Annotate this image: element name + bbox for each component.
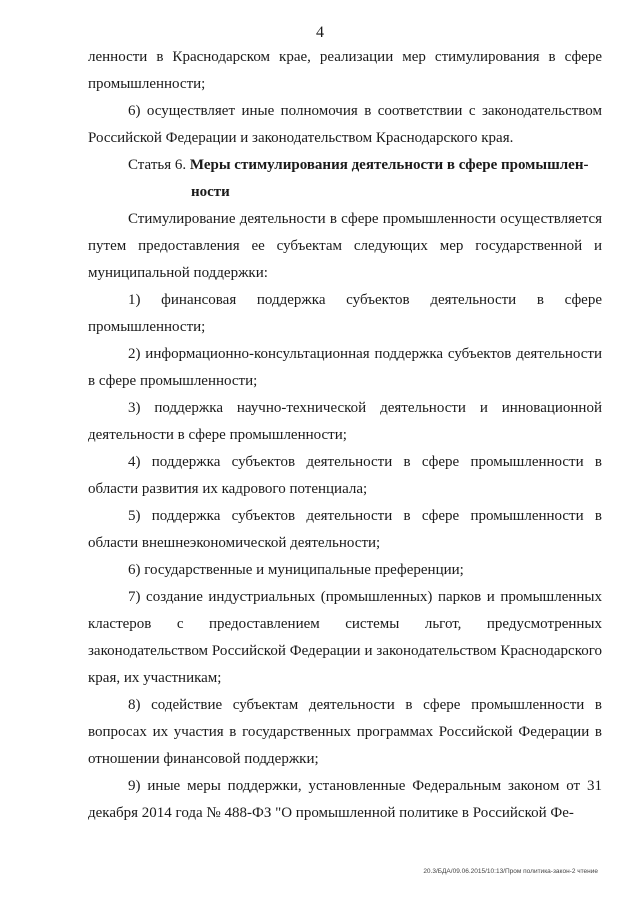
paragraph-item-6: 6) осуществляет иные полномочия в соответствии с законодательством Российской Федерации и законодательством Краснодарского края.	[88, 103, 602, 146]
list-item: 1) финансовая поддержка субъектов деятельности в сфере промышленности;	[88, 292, 602, 335]
article-title-line2: ности	[191, 184, 230, 200]
paragraph-continuation: ленности в Краснодарском крае, реализации мер стимулирования в сфере промышленности;	[88, 49, 602, 92]
article-title-line1: Меры стимулирования деятельности в сфере промышлен-	[189, 157, 589, 173]
article-label: Статья 6.	[128, 157, 187, 173]
article-intro: Стимулирование деятельности в сфере промышленности осуществляется путем предоставления ее субъектам следующих мер государственной и муниципальной поддержки:	[88, 211, 602, 281]
list-item: 4) поддержка субъектов деятельности в сфере промышленности в области развития их кадрового потенциала;	[88, 454, 602, 497]
list-item: 8) содействие субъектам деятельности в сфере промышленности в вопросах их участия в государственных программах Российской Федерации в отношении финансовой поддержки;	[88, 697, 602, 767]
page-number: 4	[316, 24, 324, 41]
document-body	[88, 44, 602, 827]
article-heading	[88, 152, 602, 206]
list-item: 9) иные меры поддержки, установленные Федеральным законом от 31 декабря 2014 года № 488-ФЗ "О промышленной политике в Российской Фе-	[88, 778, 602, 821]
list-item: 6) государственные и муниципальные преференции;	[128, 562, 464, 578]
list-item: 7) создание индустриальных (промышленных) парков и промышленных кластеров с предоставлением системы льгот, предусмотренных законодательством Российской Федерации и законодательством Краснодарского края, их участникам;	[88, 589, 602, 686]
document-footer-stamp: 20.3/БДА/09.06.2015/10:13/Пром политика-закон-2 чтение	[423, 868, 598, 875]
list-item: 2) информационно-консультационная поддержка субъектов деятельности в сфере промышленности;	[88, 346, 602, 389]
list-item: 5) поддержка субъектов деятельности в сфере промышленности в области внешнеэкономической деятельности;	[88, 508, 602, 551]
list-item: 3) поддержка научно-технической деятельности и инновационной деятельности в сфере промышленности;	[88, 400, 602, 443]
